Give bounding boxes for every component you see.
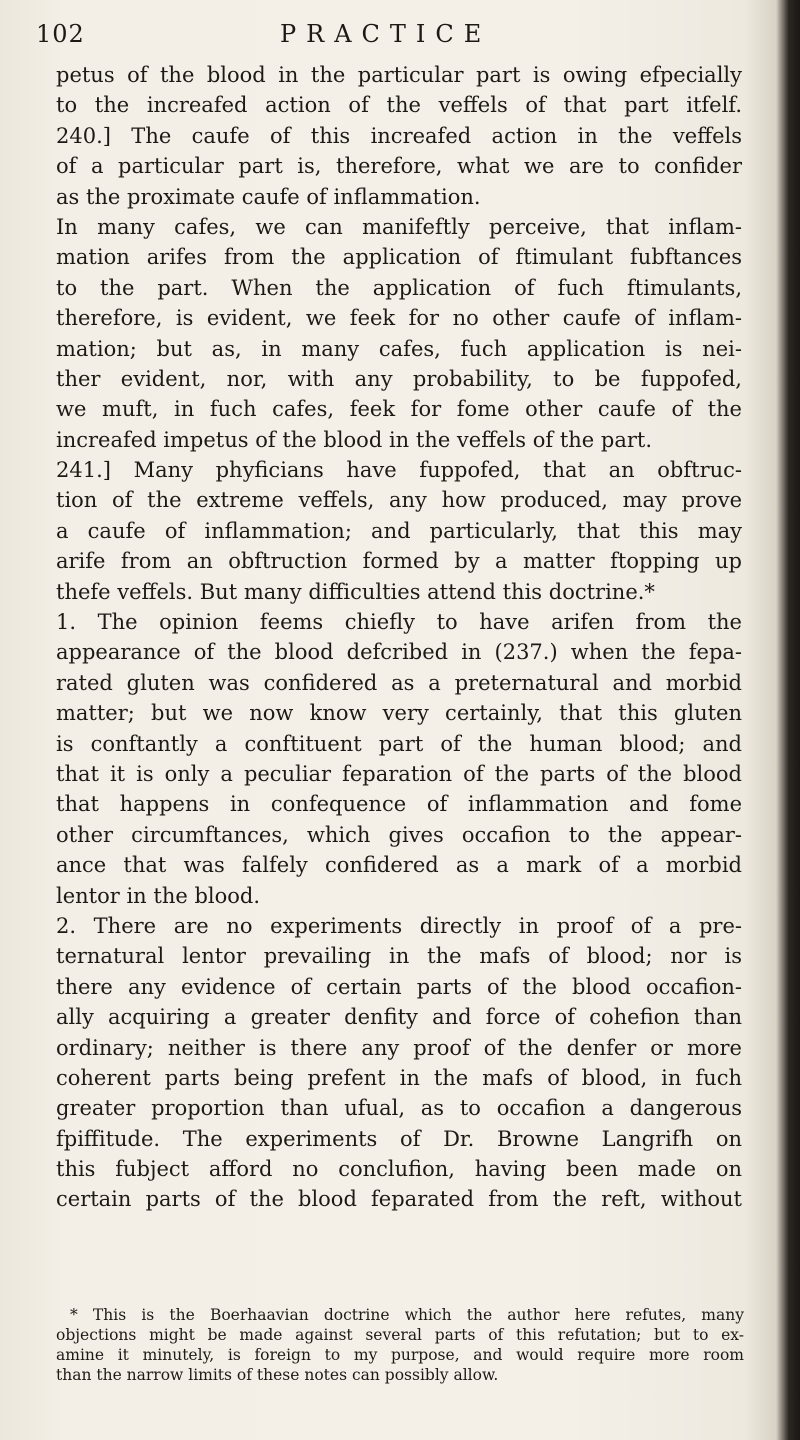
text-line: appearance of the blood defcribed in (237.) when the fepa- [56, 640, 742, 665]
text-line: there any evidence of certain parts of the blood occafion- [56, 974, 742, 999]
running-head [28, 14, 756, 50]
text-line: fpiffitude. The experiments of Dr. Browne Langrifh on [56, 1126, 742, 1151]
text-line: other circumftances, which gives occafion to the appear- [56, 822, 742, 847]
text-line: petus of the blood in the particular part is owing efpecially [56, 63, 742, 87]
footnote-line: * This is the Boerhaavian doctrine which the author here refutes, many [70, 1306, 744, 1324]
text-line: ordinary; neither is there any proof of the denfer or more [56, 1035, 742, 1060]
text-line: a caufe of inflammation; and particularly, that this may [56, 518, 742, 543]
text-line: 241.] Many phyficians have fuppofed, that an obftruc- [56, 458, 742, 483]
text-line: ther evident, nor, with any probability, to be fuppofed, [56, 366, 742, 391]
text-line: certain parts of the blood feparated from the reft, without [56, 1187, 742, 1212]
text-line: ance that was falfely confidered as a mark of a morbid [56, 853, 742, 878]
footnote-line: amine it minutely, is foreign to my purpose, and would require more room [56, 1346, 744, 1364]
footnote-line: than the narrow limits of these notes can possibly allow. [56, 1366, 499, 1384]
text-line: lentor in the blood. [56, 883, 261, 908]
text-line: greater proportion than ufual, as to occafion a dangerous [56, 1096, 742, 1121]
footnote-line: objections might be made against several parts of this refutation; but to ex- [56, 1326, 744, 1344]
text-line: increafed impetus of the blood in the veffels of the part. [56, 427, 653, 452]
text-line: 1. The opinion feems chiefly to have arifen from the [56, 610, 742, 635]
body-text [56, 60, 742, 1215]
text-line: that it is only a peculiar feparation of the parts of the blood [56, 761, 742, 786]
text-line: rated gluten was confidered as a preternatural and morbid [56, 670, 742, 695]
text-line: as the proximate caufe of inflammation. [56, 184, 481, 209]
text-line: we muft, in fuch cafes, feek for fome other caufe of the [56, 397, 742, 422]
page-number: 102 [36, 20, 85, 48]
text-line: that happens in confequence of inflammation and fome [56, 792, 742, 817]
text-line: ally acquiring a greater denfity and force of cohefion than [56, 1005, 742, 1030]
text-line: of a particular part is, therefore, what we are to confider [56, 154, 742, 179]
text-line: tion of the extreme veffels, any how produced, may prove [56, 488, 742, 513]
running-title: PRACTICE [280, 20, 492, 48]
text-line: this fubject afford no conclufion, having been made on [56, 1157, 742, 1182]
text-line: matter; but we now know very certainly, that this gluten [56, 701, 742, 726]
footnote [56, 1305, 744, 1385]
text-line: to the increafed action of the veffels of that part itfelf. [56, 93, 742, 118]
text-line: arife from an obftruction formed by a matter ftopping up [56, 549, 742, 574]
text-line: is conftantly a conftituent part of the human blood; and [56, 731, 742, 756]
text-line: coherent parts being prefent in the mafs of blood, in fuch [56, 1065, 742, 1090]
text-line: mation; but as, in many cafes, fuch application is nei- [56, 336, 742, 361]
text-line: thefe veffels. But many difficulties attend this doctrine.* [56, 579, 655, 604]
text-line: ternatural lentor prevailing in the mafs of blood; nor is [56, 944, 742, 969]
text-line: 240.] The caufe of this increafed action in the veffels [56, 123, 742, 148]
text-line: mation arifes from the application of ftimulant fubftances [56, 245, 742, 270]
text-line: therefore, is evident, we feek for no other caufe of inflam- [56, 306, 742, 331]
text-line: to the part. When the application of fuch ftimulants, [56, 275, 742, 300]
text-line: In many cafes, we can manifeftly perceive, that inflam- [56, 214, 742, 239]
text-line: 2. There are no experiments directly in proof of a pre- [56, 913, 742, 938]
